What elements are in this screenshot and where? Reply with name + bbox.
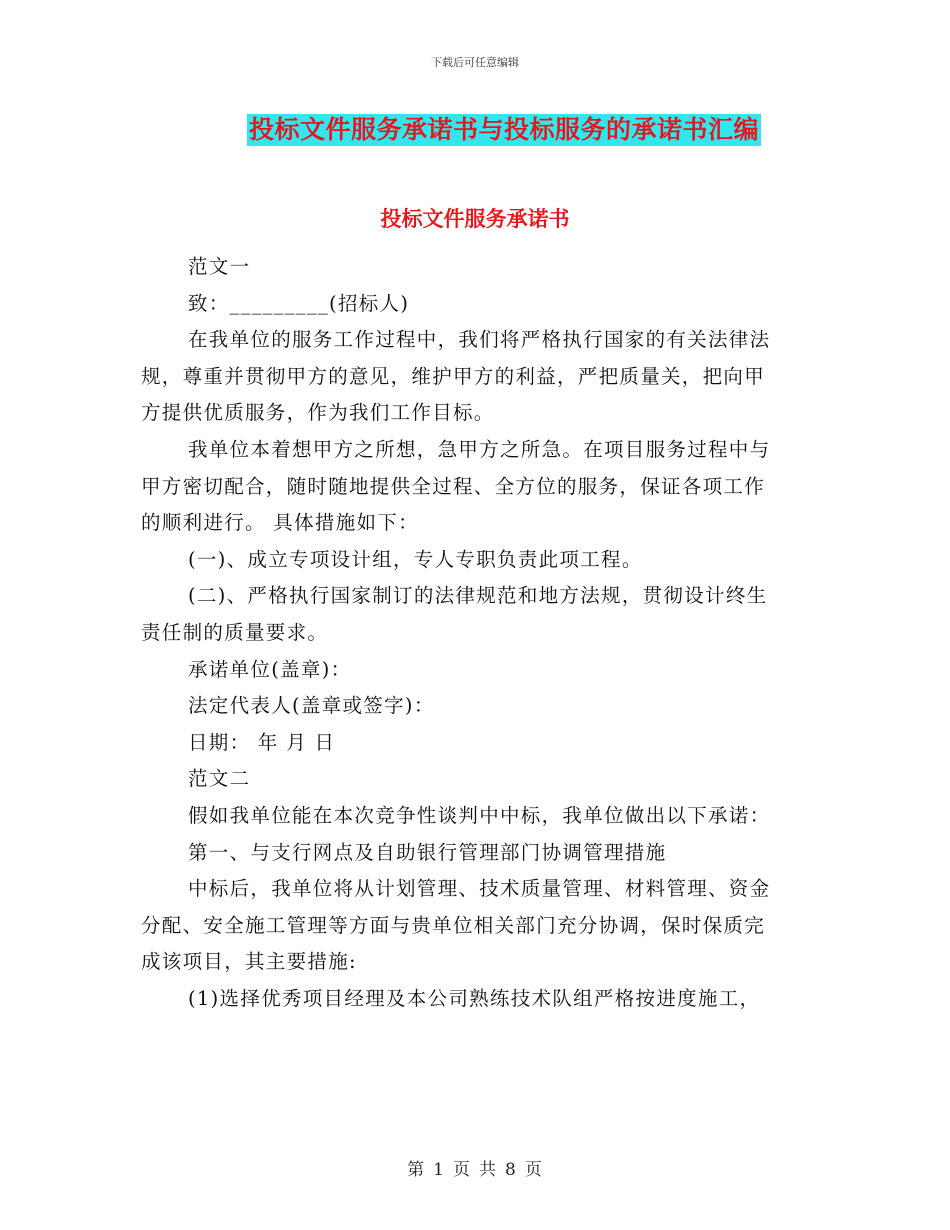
body-line: 甲方密切配合，随时随地提供全过程、全方位的服务，保证各项工作 xyxy=(141,474,766,498)
footer-page-label: 页 xyxy=(453,1160,471,1180)
body-line: 我单位本着想甲方之所想，急甲方之所急。在项目服务过程中与 xyxy=(188,437,771,461)
footer-total-pages: 8 xyxy=(505,1160,517,1180)
body-line: 范文二 xyxy=(188,767,251,791)
page-header-note: 下载后可任意编辑 xyxy=(431,56,519,69)
body-line: (1)选择优秀项目经理及本公司熟练技术队组严格按进度施工， xyxy=(188,986,761,1010)
body-line: (二)、严格执行国家制订的法律规范和地方法规，贯彻设计终生 xyxy=(188,584,768,608)
body-line: 在我单位的服务工作过程中，我们将严格执行国家的有关法律法 xyxy=(188,328,771,352)
main-title-container xyxy=(0,114,950,146)
footer-total-label: 共 xyxy=(479,1160,497,1180)
footer-page-number: 1 xyxy=(433,1160,445,1180)
body-line: 分配、安全施工管理等方面与贵单位相关部门充分协调，保时保质完 xyxy=(141,913,766,937)
sub-title: 投标文件服务承诺书 xyxy=(380,207,570,231)
document-body xyxy=(141,249,797,1017)
body-line: 规，尊重并贯彻甲方的意见，维护甲方的利益，严把质量关，把向甲 xyxy=(141,364,766,388)
body-line: 成该项目，其主要措施: xyxy=(141,950,357,974)
body-line: 致：_________(招标人) xyxy=(188,291,410,315)
body-line: 方提供优质服务，作为我们工作目标。 xyxy=(141,401,495,425)
body-line: 中标后，我单位将从计划管理、技术质量管理、材料管理、资金 xyxy=(188,877,771,901)
page-footer xyxy=(0,1155,950,1180)
body-line: 假如我单位能在本次竞争性谈判中中标，我单位做出以下承诺： xyxy=(188,803,771,827)
body-line: (一)、成立专项设计组，专人专职负责此项工程。 xyxy=(188,547,643,571)
body-line: 第一、与支行网点及自助银行管理部门协调管理措施 xyxy=(188,840,667,864)
body-line: 责任制的质量要求。 xyxy=(141,620,329,644)
body-line: 法定代表人(盖章或签字)： xyxy=(188,694,435,718)
footer-prefix: 第 xyxy=(407,1160,426,1180)
body-line: 的顺利进行。 具体措施如下： xyxy=(141,511,419,535)
body-line: 承诺单位(盖章)： xyxy=(188,657,352,681)
main-title: 投标文件服务承诺书与投标服务的承诺书汇编 xyxy=(248,115,759,144)
body-line: 日期： 年 月 日 xyxy=(188,730,336,754)
footer-suffix: 页 xyxy=(524,1160,543,1180)
body-line: 范文一 xyxy=(188,255,251,278)
